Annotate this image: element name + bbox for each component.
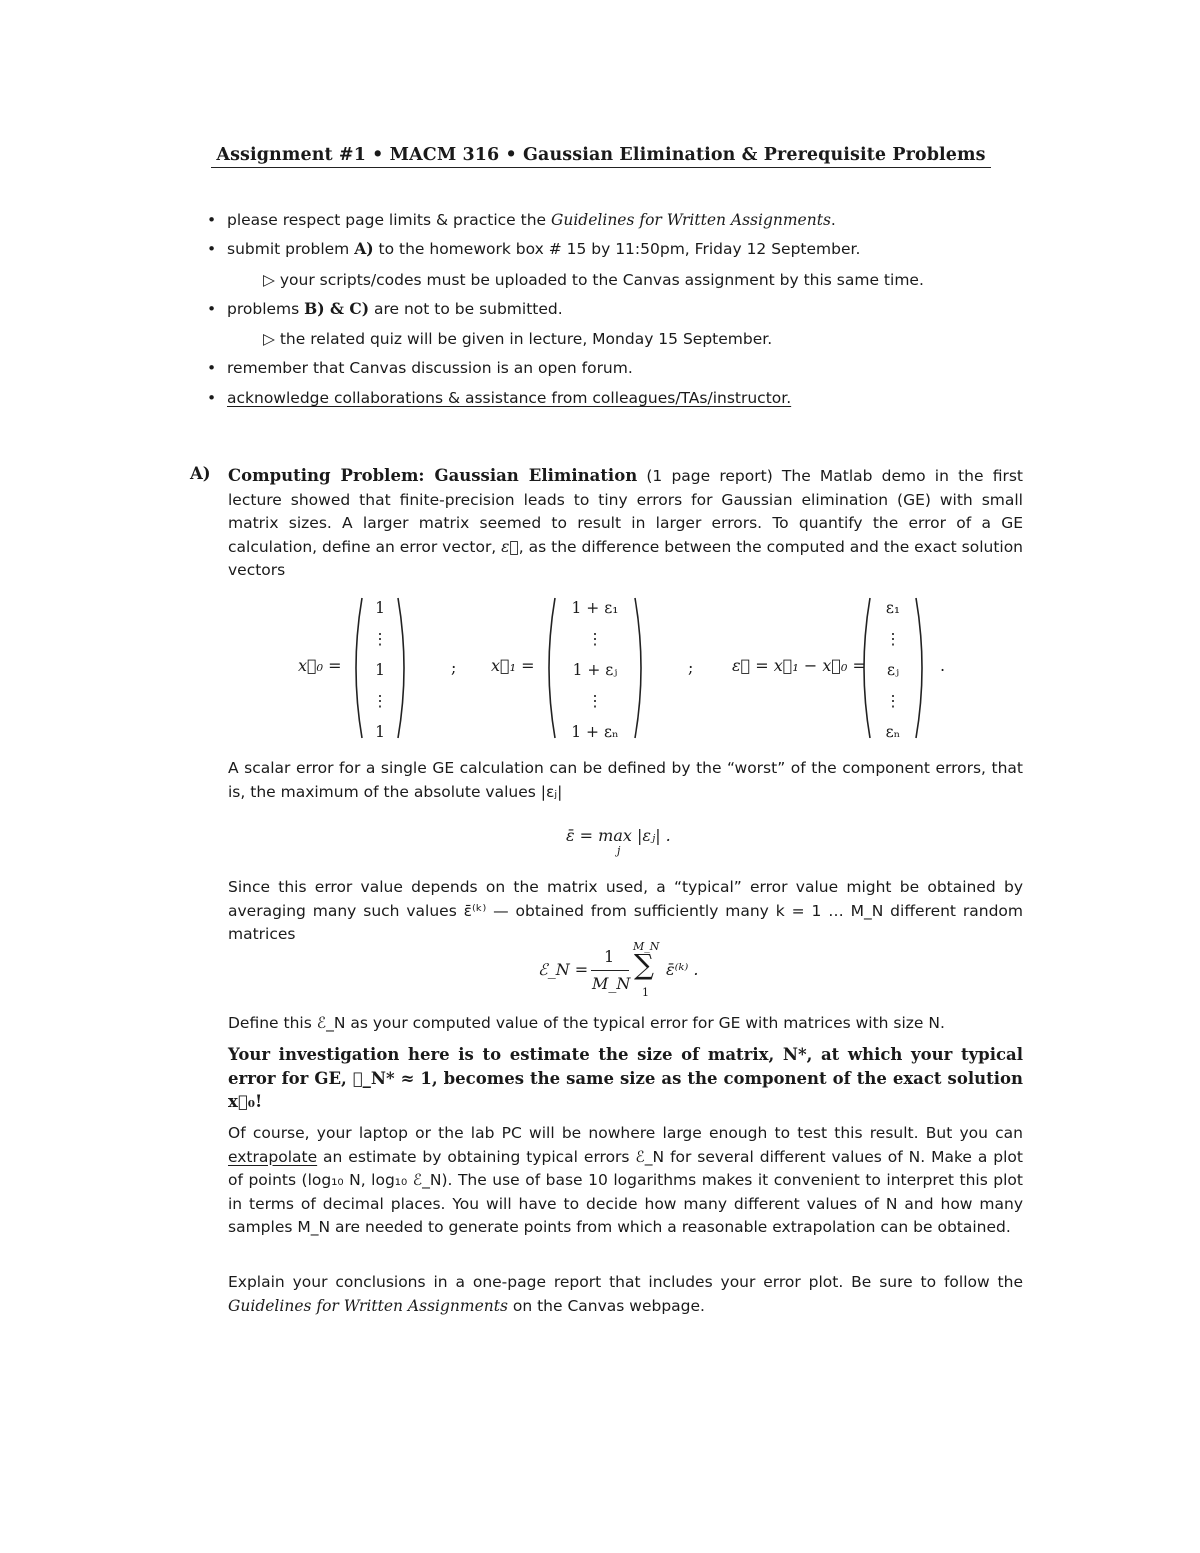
- paragraph-conclusions: [228, 1271, 1023, 1318]
- page-title: Assignment #1 • MACM 316 • Gaussian Elimination & Prerequisite Problems: [211, 145, 991, 168]
- intro-end: , as the difference between the computed and the exact solution vectors: [228, 537, 1024, 579]
- x1-column: [555, 593, 635, 748]
- EN-rhs: ε̄⁽ᵏ⁾ .: [666, 960, 699, 979]
- eps-label: ε⃗ = x⃗₁ − x⃗₀ =: [732, 656, 866, 675]
- x0-entry: 1: [375, 661, 385, 679]
- eps-entry: εₙ: [885, 723, 901, 741]
- guidelines-reference: Guidelines for Written Assignments: [550, 211, 831, 229]
- bullet-text: problems: [227, 300, 305, 318]
- bullet-dot: •: [207, 300, 217, 318]
- conclusions-text: Explain your conclusions in a one-page report that includes your error plot. Be sure to follow the: [228, 1273, 1023, 1291]
- subbullet-scripts: ▷ your scripts/codes must be uploaded to the Canvas assignment by this same time.: [263, 271, 924, 289]
- eps-column: [870, 593, 916, 748]
- extrapolate-text-end: an estimate by obtaining typical errors ℰ_N for several different values of N. Make a plot of points (log₁₀ N, log₁₀ ℰ_N). The use of base 10 logarithms makes it convenient to interpret this plot in terms of decimal places. You will have to decide how many different values of N and how many samples M_N are needed to generate points from which a reasonable extrapolation can be obtained.: [228, 1147, 1023, 1236]
- bullet-text: please respect page limits & practice the: [227, 211, 551, 229]
- x0-entry: ⋮: [372, 692, 388, 710]
- x0-entry: 1: [375, 723, 385, 741]
- sum-upper: M_N: [633, 940, 660, 953]
- x1-entry: 1 + εⱼ: [572, 661, 618, 679]
- paragraph-investigation: Your investigation here is to estimate the size of matrix, N*, at which your typical error for GE, ℰ_N* ≈ 1, becomes the same size as the component of the exact solution x⃗₀!: [228, 1045, 1023, 1111]
- bullet-acknowledge: [207, 388, 791, 408]
- x0-label: x⃗₀ =: [298, 656, 342, 675]
- EN-denominator: M_N: [592, 974, 631, 993]
- paragraph-define-EN: Define this ℰ_N as your computed value of the typical error for GE with matrices with size N.: [228, 1014, 945, 1032]
- equation-period: .: [940, 656, 946, 675]
- separator: ;: [451, 658, 457, 677]
- max-subscript: j: [617, 844, 621, 857]
- bullet-submit: [207, 239, 860, 259]
- bullet-dot: •: [207, 359, 217, 377]
- sum-lower: 1: [642, 986, 649, 999]
- max-equation: ε̄ = max |εⱼ| .: [566, 826, 671, 845]
- eps-entry: εⱼ: [886, 661, 900, 679]
- x1-label: x⃗₁ =: [491, 656, 535, 675]
- x1-entry: 1 + ε₁: [571, 599, 619, 617]
- bullet-text: submit problem: [227, 240, 355, 258]
- intro-text: (1 page report) The Matlab demo in the first lecture showed that finite-precision leads to tiny errors for Gaussian elimination (GE) with small matrix sizes. A larger matrix seemed to result in larger errors. To quantify the error of a GE calculation, define an error vector,: [228, 467, 1023, 556]
- x1-entry: 1 + εₙ: [571, 723, 619, 741]
- paragraph-typical-error: Since this error value depends on the matrix used, a “typical” error value might be obtained by averaging many such values ε̄⁽ᵏ⁾ — obtained from sufficiently many k = 1 … M_N different random matrices: [228, 878, 1023, 943]
- bullet-page-limits: [207, 210, 836, 230]
- extrapolate-text: Of course, your laptop or the lab PC will be nowhere large enough to test this result. But you can: [228, 1124, 1023, 1142]
- fraction-bar: [591, 970, 629, 971]
- x0-entry: ⋮: [372, 630, 388, 648]
- bullet-dot: •: [207, 211, 217, 229]
- bullet-dot: •: [207, 240, 217, 258]
- EN-lhs: ℰ_N =: [538, 960, 589, 979]
- conclusions-text-end: on the Canvas webpage.: [507, 1296, 705, 1315]
- separator: ;: [688, 658, 694, 677]
- extrapolate-word: extrapolate: [228, 1147, 318, 1166]
- paragraph-scalar-error: A scalar error for a single GE calculation can be defined by the “worst” of the component errors, that is, the maximum of the absolute values |εⱼ|: [228, 759, 1023, 801]
- intro-var: ε⃗: [501, 537, 519, 556]
- subbullet-quiz: ▷ the related quiz will be given in lecture, Monday 15 September.: [263, 330, 773, 348]
- problem-intro: [228, 464, 1023, 583]
- eps-entry: ⋮: [885, 692, 901, 710]
- eps-entry: ⋮: [885, 630, 901, 648]
- bullet-text: acknowledge collaborations & assistance from colleagues/TAs/instructor.: [227, 389, 792, 407]
- x0-column: [362, 593, 398, 748]
- bullet-text-end: to the homework box # 15 by 11:50pm, Friday 12 September.: [373, 240, 861, 258]
- bullet-text-end: are not to be submitted.: [369, 300, 563, 318]
- bullet-canvas-forum: [207, 358, 633, 378]
- problem-heading: Computing Problem: Gaussian Elimination: [228, 466, 638, 485]
- problem-ref: B) & C): [304, 299, 370, 318]
- sum-symbol: ∑: [634, 948, 654, 981]
- bullet-text: remember that Canvas discussion is an open forum.: [227, 359, 633, 377]
- problem-label: A): [190, 464, 211, 483]
- x1-entry: ⋮: [587, 630, 603, 648]
- eps-entry: ε₁: [885, 599, 901, 617]
- paragraph-extrapolate: [228, 1122, 1023, 1240]
- bullet-dot: •: [207, 389, 217, 407]
- guidelines-reference: Guidelines for Written Assignments: [228, 1296, 508, 1315]
- EN-numerator: 1: [604, 947, 615, 966]
- x0-entry: 1: [375, 599, 385, 617]
- x1-entry: ⋮: [587, 692, 603, 710]
- bullet-text-end: .: [830, 211, 836, 229]
- problem-ref: A): [354, 239, 374, 258]
- bullet-not-submitted: [207, 299, 563, 319]
